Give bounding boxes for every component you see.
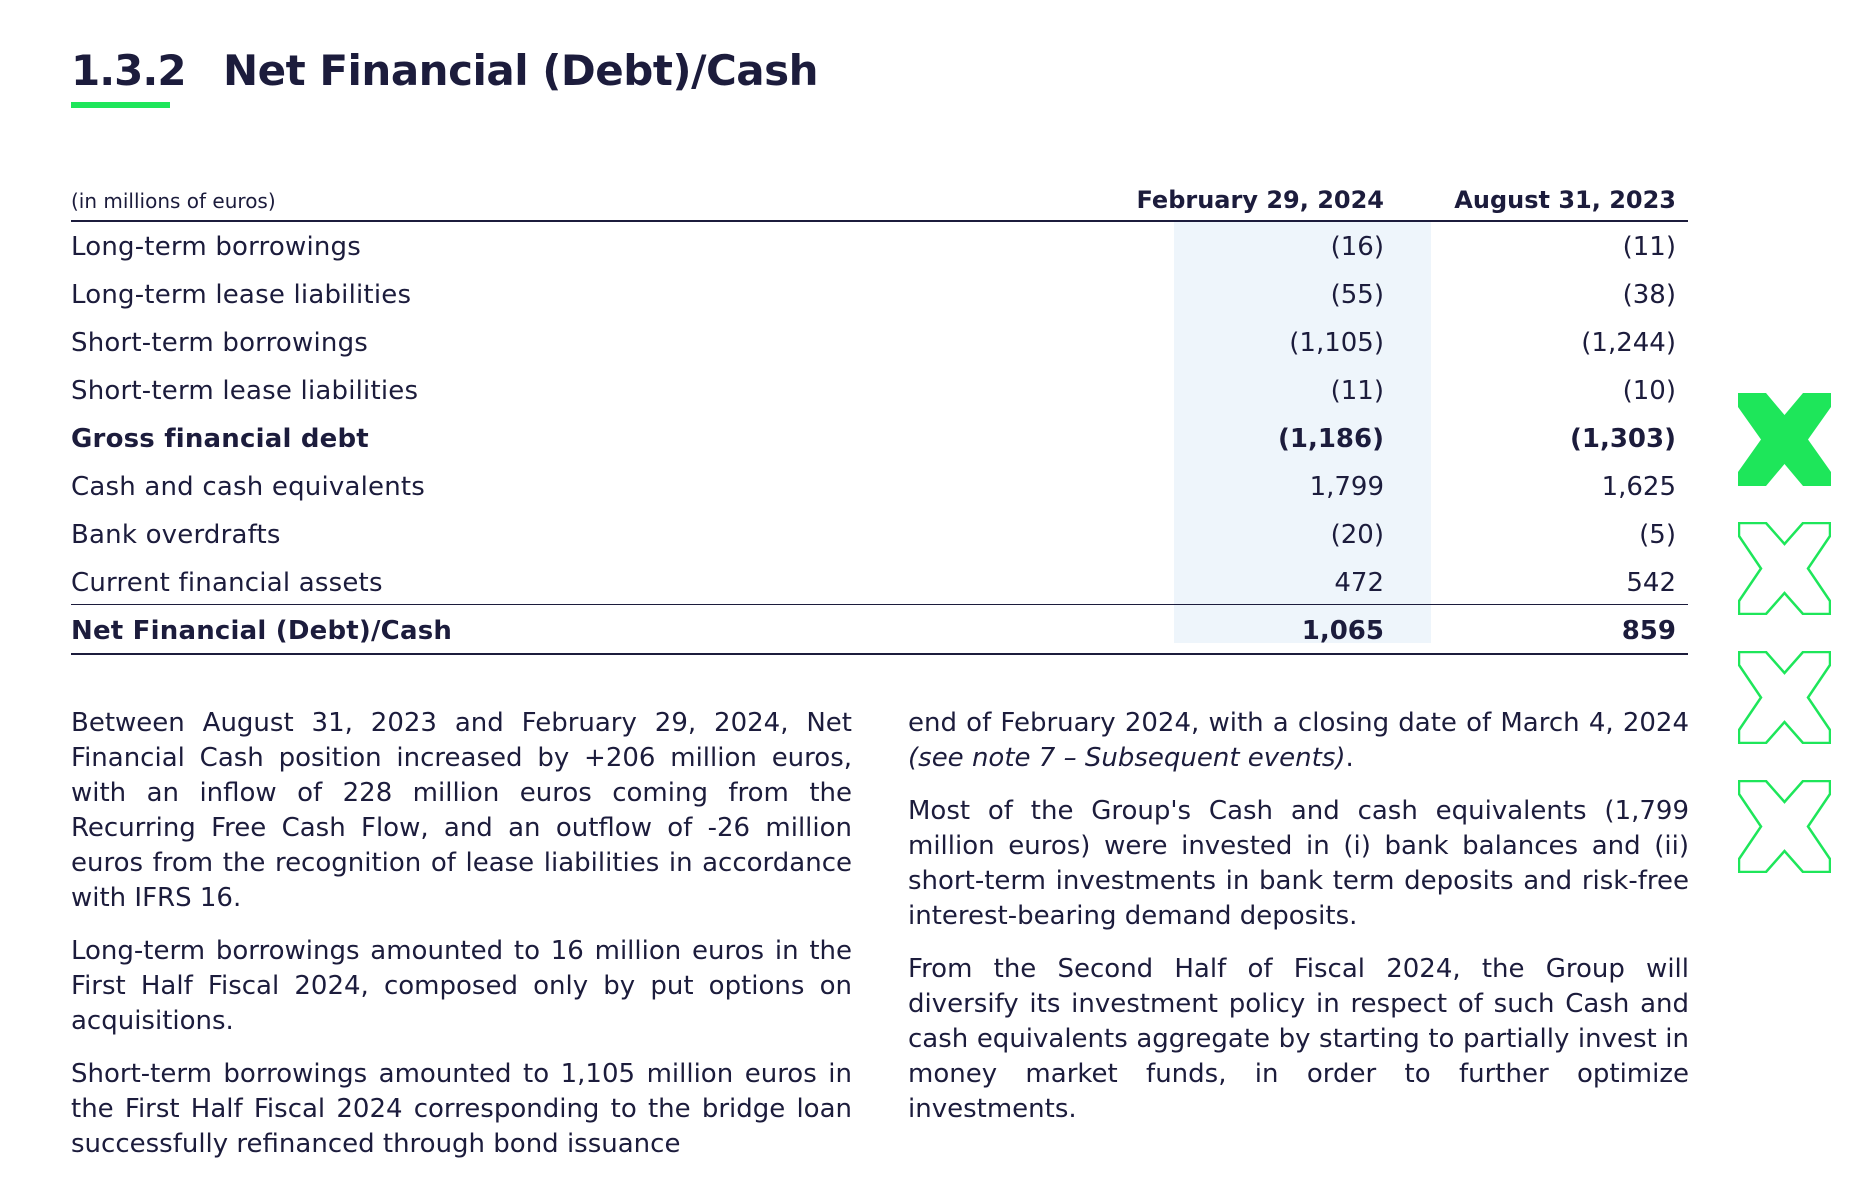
value-feb-2024: (20) (1330, 520, 1384, 550)
body-text-right-column (908, 706, 1689, 1145)
x-outline-icon (1738, 651, 1831, 744)
value-feb-2024: 1,065 (1301, 616, 1384, 646)
value-feb-2024: (16) (1330, 232, 1384, 262)
column-header-feb-2024: February 29, 2024 (1136, 186, 1384, 214)
value-aug-2023: (11) (1622, 232, 1676, 262)
table-row (71, 317, 1688, 365)
table-row (71, 221, 1688, 269)
row-label: Long-term borrowings (71, 232, 361, 262)
value-aug-2023: (5) (1639, 520, 1676, 550)
table-row (71, 269, 1688, 317)
paragraph-text: end of February 2024, with a closing date of March 4, 2024 (908, 708, 1689, 738)
x-outline-icon (1738, 780, 1831, 873)
row-label: Short-term lease liabilities (71, 376, 419, 406)
value-aug-2023: 1,625 (1601, 472, 1676, 502)
value-feb-2024: 472 (1334, 568, 1384, 598)
paragraph (908, 706, 1689, 776)
column-header-aug-2023: August 31, 2023 (1454, 186, 1676, 214)
x-outline-icon (1738, 522, 1831, 615)
value-aug-2023: (1,303) (1569, 424, 1676, 454)
net-financial-table (71, 180, 1688, 664)
value-aug-2023: 859 (1621, 616, 1676, 646)
table-row (71, 557, 1688, 605)
table-row (71, 461, 1688, 509)
decorative-x-column (1738, 393, 1831, 909)
value-feb-2024: (55) (1330, 280, 1384, 310)
table-row (71, 509, 1688, 557)
body-text-left-column (71, 706, 852, 1180)
value-feb-2024: (1,105) (1289, 328, 1384, 358)
row-label: Cash and cash equivalents (71, 472, 426, 502)
value-feb-2024: 1,799 (1309, 472, 1384, 502)
unit-note: (in millions of euros) (71, 189, 276, 213)
table-row-total (71, 605, 1688, 653)
value-aug-2023: (10) (1622, 376, 1676, 406)
row-label: Gross financial debt (71, 424, 369, 454)
paragraph: Short-term borrowings amounted to 1,105 million euros in the First Half Fiscal 2024 corresponding to the bridge loan successfully refinanced through bond issuance (71, 1059, 852, 1159)
row-label: Net Financial (Debt)/Cash (71, 616, 453, 646)
paragraph-end: . (1345, 743, 1354, 773)
note-reference: (see note 7 – Subsequent events) (908, 743, 1346, 773)
row-label: Bank overdrafts (71, 520, 281, 550)
row-label: Long-term lease liabilities (71, 280, 412, 310)
value-aug-2023: 542 (1626, 568, 1676, 598)
paragraph: Between August 31, 2023 and February 29, 2024, Net Financial Cash position increased by +206 million euros, with an inflow of 228 million euros coming from the Recurring Free Cash Flow, and an outflow of -26 million euros from the recognition of lease liabilities in accordance with IFRS 16. (71, 708, 852, 913)
table-row (71, 365, 1688, 413)
section-title: Net Financial (Debt)/Cash (223, 46, 819, 95)
value-feb-2024: (1,186) (1277, 424, 1384, 454)
section-number-underline (71, 102, 170, 108)
paragraph: From the Second Half of Fiscal 2024, the Group will diversify its investment policy in respect of such Cash and cash equivalents aggregate by starting to partially invest in money market funds, in order to further optimize investments. (908, 954, 1689, 1124)
total-bottom-rule (71, 653, 1688, 655)
value-feb-2024: (11) (1330, 376, 1384, 406)
value-aug-2023: (38) (1622, 280, 1676, 310)
table-row-subtotal (71, 413, 1688, 461)
row-label: Current financial assets (71, 568, 383, 598)
paragraph: Long-term borrowings amounted to 16 million euros in the First Half Fiscal 2024, composed only by put options on acquisitions. (71, 936, 852, 1036)
paragraph: Most of the Group's Cash and cash equivalents (1,799 million euros) were invested in (i) bank balances and (ii) short-term investments in bank term deposits and risk-free interest-bearing demand deposits. (908, 796, 1689, 931)
value-aug-2023: (1,244) (1581, 328, 1676, 358)
row-label: Short-term borrowings (71, 328, 369, 358)
section-number: 1.3.2 (71, 46, 186, 95)
x-solid-icon (1738, 393, 1831, 486)
